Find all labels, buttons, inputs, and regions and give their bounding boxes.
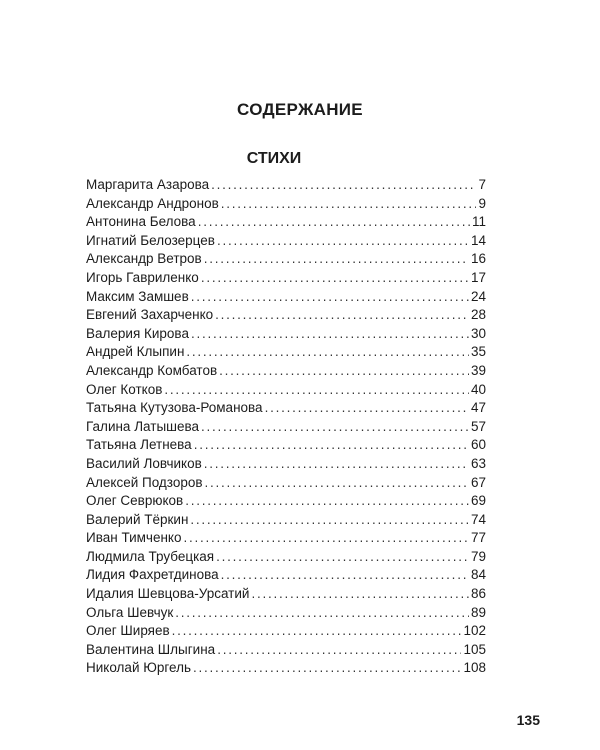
toc-page-number: 47 bbox=[470, 400, 486, 416]
toc-page-number: 39 bbox=[470, 362, 486, 378]
toc-entry bbox=[86, 492, 486, 511]
toc-entry bbox=[86, 641, 486, 660]
toc-entry bbox=[86, 659, 486, 678]
toc-page-number: 35 bbox=[470, 344, 486, 360]
toc-page-number: 77 bbox=[470, 530, 486, 546]
toc-entry bbox=[86, 325, 486, 344]
toc-page-number: 79 bbox=[470, 548, 486, 564]
toc-page-number: 40 bbox=[470, 381, 486, 397]
toc-page-number: 67 bbox=[470, 474, 486, 490]
toc-page-number: 11 bbox=[471, 214, 486, 230]
toc-author-name: Алексей Подзоров bbox=[86, 474, 203, 490]
toc-author-name: Александр Ветров bbox=[86, 251, 202, 267]
toc-author-name: Евгений Захарченко bbox=[86, 307, 214, 323]
toc-entry bbox=[86, 306, 486, 325]
toc-page-number: 84 bbox=[470, 567, 486, 583]
toc-page-number: 105 bbox=[463, 641, 486, 657]
toc-entry bbox=[86, 195, 486, 214]
page-number: 135 bbox=[516, 712, 540, 728]
dot-leader bbox=[211, 176, 476, 195]
toc-author-name: Галина Латышева bbox=[86, 418, 200, 434]
toc-entry bbox=[86, 269, 486, 288]
toc-page-number: 9 bbox=[478, 195, 486, 211]
dot-leader bbox=[221, 566, 469, 585]
toc-entry bbox=[86, 511, 486, 530]
dot-leader bbox=[175, 604, 469, 623]
toc-entry bbox=[86, 288, 486, 307]
toc-author-name: Валерий Тёркин bbox=[86, 511, 189, 527]
section-title: СТИХИ bbox=[246, 150, 302, 167]
toc-entry bbox=[86, 455, 486, 474]
dot-leader bbox=[164, 381, 469, 400]
dot-leader bbox=[205, 474, 469, 493]
toc-entry bbox=[86, 213, 486, 232]
toc-entry bbox=[86, 232, 486, 251]
toc-page-number: 28 bbox=[470, 307, 486, 323]
toc-entry bbox=[86, 381, 486, 400]
dot-leader bbox=[204, 250, 469, 269]
dot-leader bbox=[186, 343, 469, 362]
toc-author-name: Василий Ловчиков bbox=[86, 455, 202, 471]
toc-author-name: Александр Андронов bbox=[86, 195, 219, 211]
toc-author-name: Олег Ширяев bbox=[86, 623, 170, 639]
toc-entry bbox=[86, 362, 486, 381]
toc-entry bbox=[86, 176, 486, 195]
toc-author-name: Антонина Белова bbox=[86, 214, 196, 230]
dot-leader bbox=[193, 659, 461, 678]
dot-leader bbox=[216, 548, 469, 567]
toc-entry bbox=[86, 418, 486, 437]
table-of-contents bbox=[86, 176, 486, 678]
toc-author-name: Иван Тимченко bbox=[86, 530, 182, 546]
toc-author-name: Олег Котков bbox=[86, 381, 163, 397]
toc-page-number: 69 bbox=[470, 493, 486, 509]
toc-author-name: Людмила Трубецкая bbox=[86, 548, 215, 564]
dot-leader bbox=[221, 195, 477, 214]
toc-page-number: 57 bbox=[470, 418, 486, 434]
dot-leader bbox=[191, 325, 469, 344]
toc-author-name: Николай Юргель bbox=[86, 660, 191, 676]
toc-page-number: 63 bbox=[470, 455, 486, 471]
toc-page-number: 102 bbox=[463, 623, 486, 639]
toc-author-name: Маргарита Азарова bbox=[86, 177, 210, 192]
dot-leader bbox=[204, 455, 469, 474]
toc-author-name: Андрей Клыпин bbox=[86, 344, 185, 360]
toc-author-name: Татьяна Летнева bbox=[86, 437, 192, 453]
toc-author-name: Валерия Кирова bbox=[86, 325, 189, 341]
toc-entry bbox=[86, 622, 486, 641]
dot-leader bbox=[185, 492, 469, 511]
toc-author-name: Лидия Фахретдинова bbox=[86, 567, 219, 583]
toc-entry bbox=[86, 604, 486, 623]
dot-leader bbox=[251, 585, 469, 604]
dot-leader bbox=[194, 436, 469, 455]
dot-leader bbox=[215, 306, 469, 325]
toc-author-name: Ольга Шевчук bbox=[86, 604, 174, 620]
toc-page-number: 74 bbox=[470, 511, 486, 527]
dot-leader bbox=[217, 232, 469, 251]
toc-page-number: 7 bbox=[478, 177, 486, 192]
dot-leader bbox=[198, 213, 470, 232]
toc-author-name: Татьяна Кутузова-Романова bbox=[86, 400, 263, 416]
toc-entry bbox=[86, 399, 486, 418]
toc-page-number: 60 bbox=[470, 437, 486, 453]
dot-leader bbox=[219, 362, 469, 381]
toc-entry bbox=[86, 436, 486, 455]
toc-author-name: Олег Севрюков bbox=[86, 493, 184, 509]
toc-entry bbox=[86, 585, 486, 604]
toc-author-name: Идалия Шевцова-Урсатий bbox=[86, 586, 250, 602]
dot-leader bbox=[201, 418, 469, 437]
toc-page-number: 17 bbox=[470, 269, 486, 285]
toc-author-name: Валентина Шлыгина bbox=[86, 641, 216, 657]
toc-page-number: 30 bbox=[470, 325, 486, 341]
dot-leader bbox=[191, 288, 469, 307]
toc-page-number: 86 bbox=[470, 586, 486, 602]
toc-page-number: 108 bbox=[463, 660, 486, 676]
toc-entry bbox=[86, 250, 486, 269]
dot-leader bbox=[190, 511, 469, 530]
toc-author-name: Александр Комбатов bbox=[86, 362, 218, 378]
toc-author-name: Игнатий Белозерцев bbox=[86, 232, 215, 248]
toc-entry bbox=[86, 548, 486, 567]
dot-leader bbox=[201, 269, 469, 288]
toc-entry bbox=[86, 343, 486, 362]
toc-page-number: 89 bbox=[470, 604, 486, 620]
toc-page-number: 24 bbox=[470, 288, 486, 304]
toc-author-name: Игорь Гавриленко bbox=[86, 269, 199, 285]
toc-page-number: 14 bbox=[470, 232, 486, 248]
toc-page-number: 16 bbox=[470, 251, 486, 267]
toc-author-name: Максим Замшев bbox=[86, 288, 189, 304]
dot-leader bbox=[217, 641, 461, 660]
page-title: СОДЕРЖАНИЕ bbox=[237, 100, 363, 119]
toc-entry bbox=[86, 566, 486, 585]
dot-leader bbox=[265, 399, 469, 418]
toc-entry bbox=[86, 474, 486, 493]
dot-leader bbox=[172, 622, 462, 641]
toc-entry bbox=[86, 529, 486, 548]
dot-leader bbox=[183, 529, 468, 548]
